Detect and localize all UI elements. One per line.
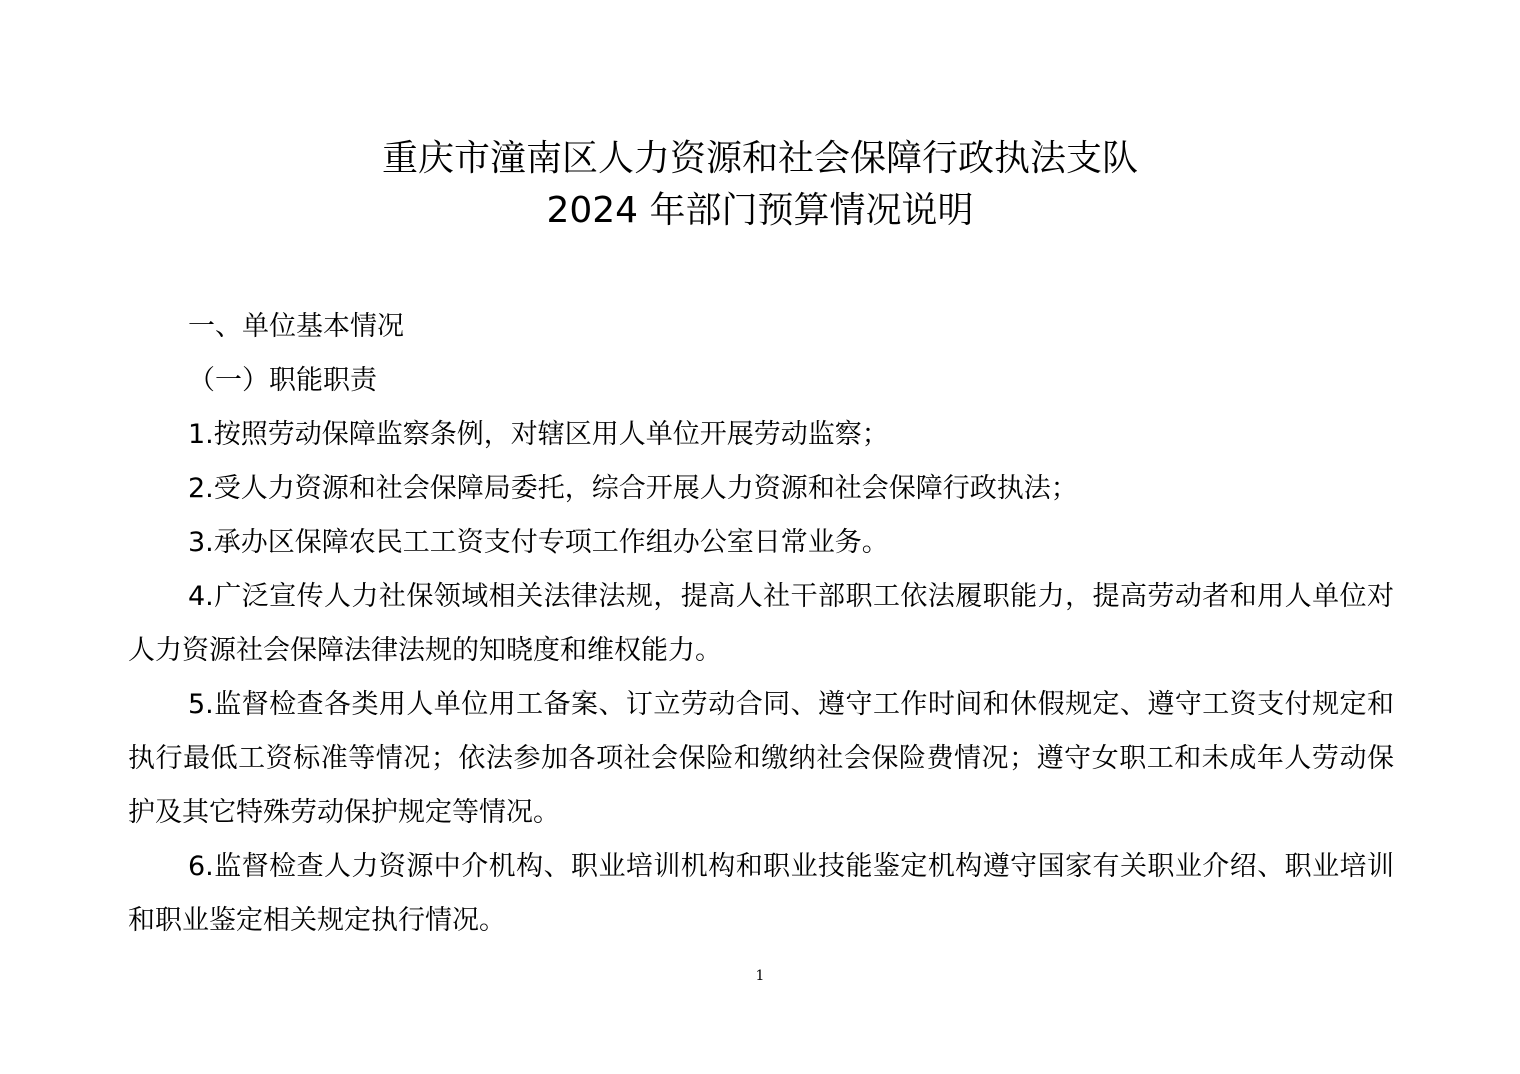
duty-item-1: 1.按照劳动保障监察条例，对辖区用人单位开展劳动监察；	[188, 419, 889, 450]
document-title-line2: 2024 年部门预算情况说明	[546, 190, 974, 231]
duty-item-2: 2.受人力资源和社会保障局委托，综合开展人力资源和社会保障行政执法；	[188, 473, 1078, 504]
document-body	[128, 300, 1394, 948]
duty-item-3: 3.承办区保障农民工工资支付专项工作组办公室日常业务。	[188, 527, 889, 558]
section-heading: 一、单位基本情况	[188, 311, 404, 342]
duty-item-4: 4.广泛宣传人力社保领域相关法律法规，提高人社干部职工依法履职能力，提高劳动者和用人单位对人力资源社会保障法律法规的知晓度和维权能力。	[128, 581, 1394, 666]
subsection-heading: （一）职能职责	[188, 365, 377, 396]
page-number: 1	[755, 968, 765, 984]
duty-item-6: 6.监督检查人力资源中介机构、职业培训机构和职业技能鉴定机构遵守国家有关职业介绍、职业培训和职业鉴定相关规定执行情况。	[128, 851, 1394, 936]
duty-item-5: 5.监督检查各类用人单位用工备案、订立劳动合同、遵守工作时间和休假规定、遵守工资支付规定和执行最低工资标准等情况；依法参加各项社会保险和缴纳社会保险费情况；遵守女职工和未成年人劳动保护及其它特殊劳动保护规定等情况。	[128, 689, 1394, 828]
document-title-line1: 重庆市潼南区人力资源和社会保障行政执法支队	[381, 138, 1138, 179]
